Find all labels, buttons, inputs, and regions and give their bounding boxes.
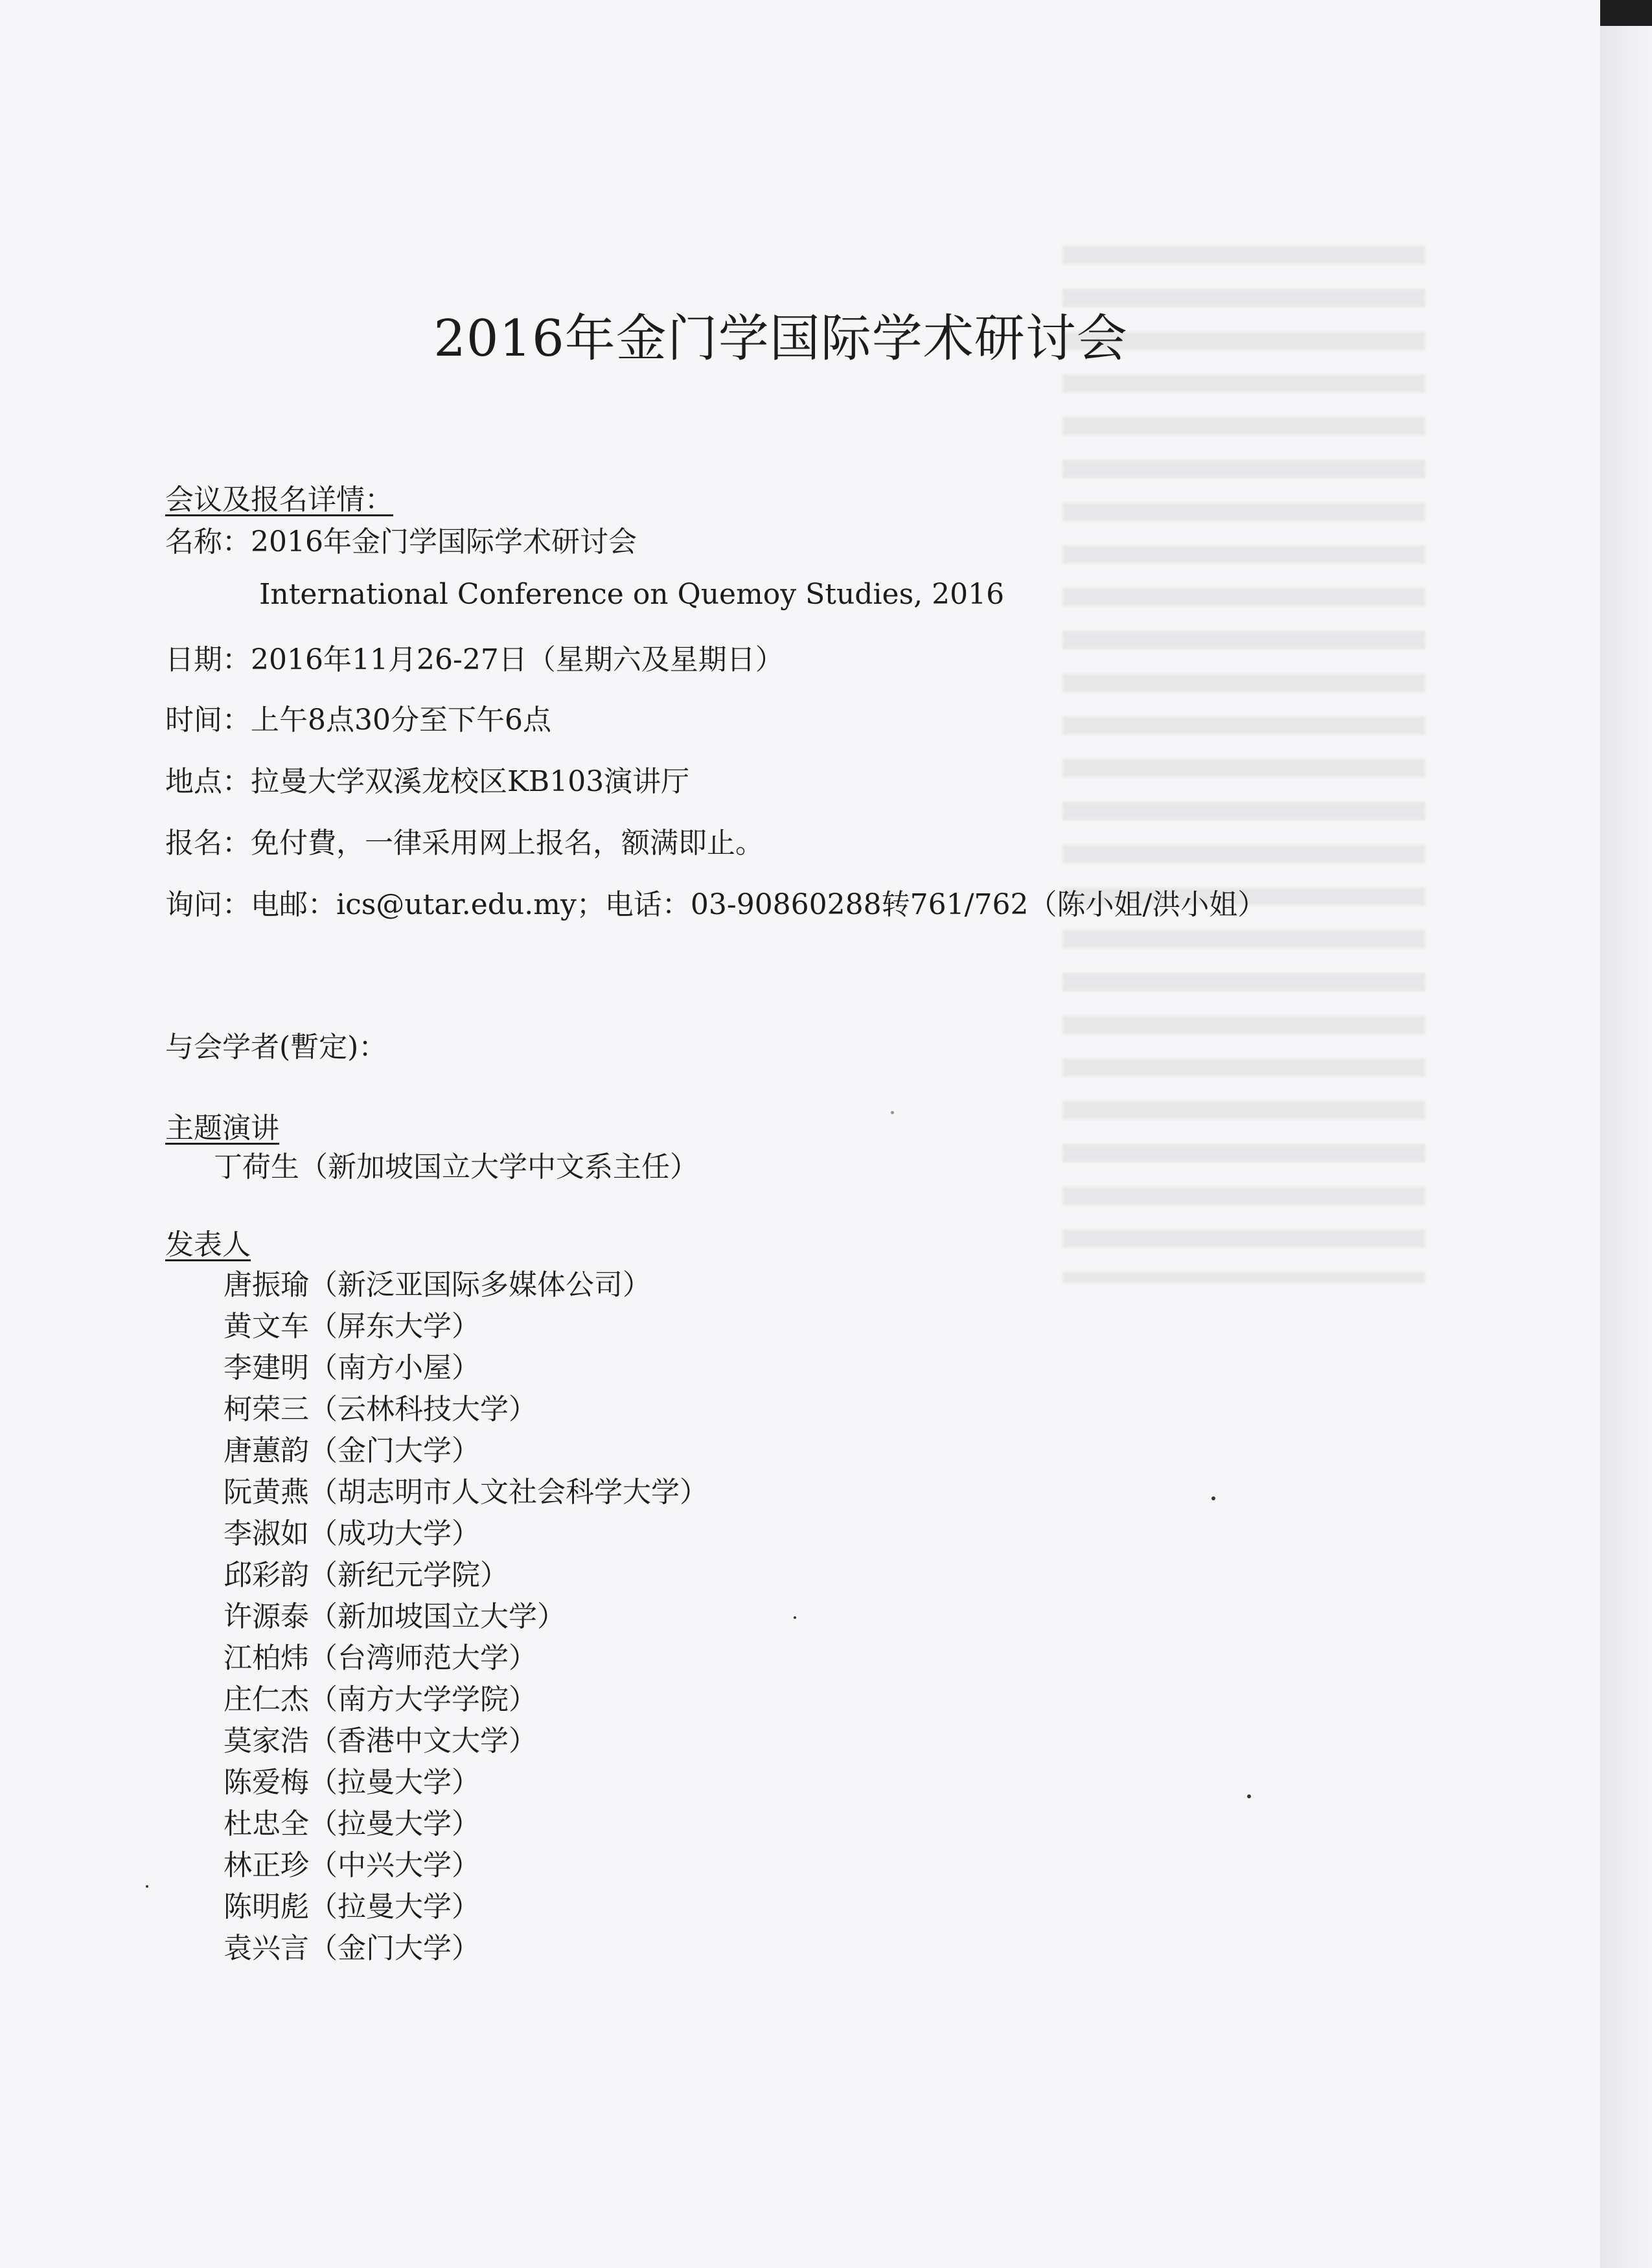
presenter-item: 江柏炜（台湾师范大学） [224, 1642, 537, 1675]
keynote-speaker: 丁荷生（新加坡国立大学中文系主任） [214, 1151, 698, 1184]
presenter-item: 袁兴言（金门大学） [224, 1932, 480, 1965]
time-line: 时间：上午8点30分至下午6点 [165, 704, 551, 737]
details-heading: 会议及报名详情： [165, 483, 393, 516]
presenter-item: 林正珍（中兴大学） [224, 1849, 480, 1882]
date-line: 日期：2016年11月26-27日（星期六及星期日） [165, 643, 784, 676]
participants-heading: 与会学者(暫定)： [165, 1031, 387, 1064]
document-title: 2016年金门学国际学术研讨会 [433, 310, 1128, 368]
scan-speck [891, 1111, 894, 1114]
presenter-item: 李建明（南方小屋） [224, 1351, 480, 1384]
scan-speck [794, 1616, 796, 1619]
registration-line: 报名：免付費，一律采用网上报名，额满即止。 [165, 827, 764, 860]
presenters-heading: 发表人 [165, 1228, 251, 1261]
name-line: 名称：2016年金门学国际学术研讨会 [165, 525, 637, 558]
scan-speck [146, 1885, 148, 1888]
presenter-item: 庄仁杰（南方大学学院） [224, 1683, 537, 1716]
presenter-item: 邱彩韵（新纪元学院） [224, 1559, 509, 1592]
presenter-item: 阮黄燕（胡志明市人文社会科学大学） [224, 1476, 708, 1509]
show-through-text [1062, 246, 1425, 1283]
presenter-item: 柯荣三（云林科技大学） [224, 1393, 537, 1426]
scan-edge [1600, 0, 1652, 2268]
presenter-item: 杜忠全（拉曼大学） [224, 1807, 480, 1840]
presenter-item: 许源泰（新加坡国立大学） [224, 1600, 566, 1633]
presenter-item: 黄文车（屏东大学） [224, 1310, 480, 1343]
presenter-item: 陈明彪（拉曼大学） [224, 1890, 480, 1923]
keynote-heading: 主题演讲 [165, 1112, 279, 1145]
scan-speck [1247, 1794, 1251, 1798]
scan-speck [1211, 1496, 1215, 1500]
presenter-item: 陈爱梅（拉曼大学） [224, 1766, 480, 1799]
enquiry-line: 询问：电邮：ics@utar.edu.my；电话：03-90860288转761/762（陈小姐/洪小姐） [165, 888, 1267, 921]
name-english: International Conference on Quemoy Studies, 2016 [259, 578, 1005, 611]
scan-corner [1600, 0, 1652, 26]
presenter-item: 李淑如（成功大学） [224, 1517, 480, 1550]
venue-line: 地点：拉曼大学双溪龙校区KB103演讲厅 [165, 765, 690, 798]
presenter-item: 莫家浩（香港中文大学） [224, 1724, 537, 1758]
presenter-item: 唐蕙韵（金门大学） [224, 1434, 480, 1467]
presenter-item: 唐振瑜（新泛亚国际多媒体公司） [224, 1268, 651, 1301]
